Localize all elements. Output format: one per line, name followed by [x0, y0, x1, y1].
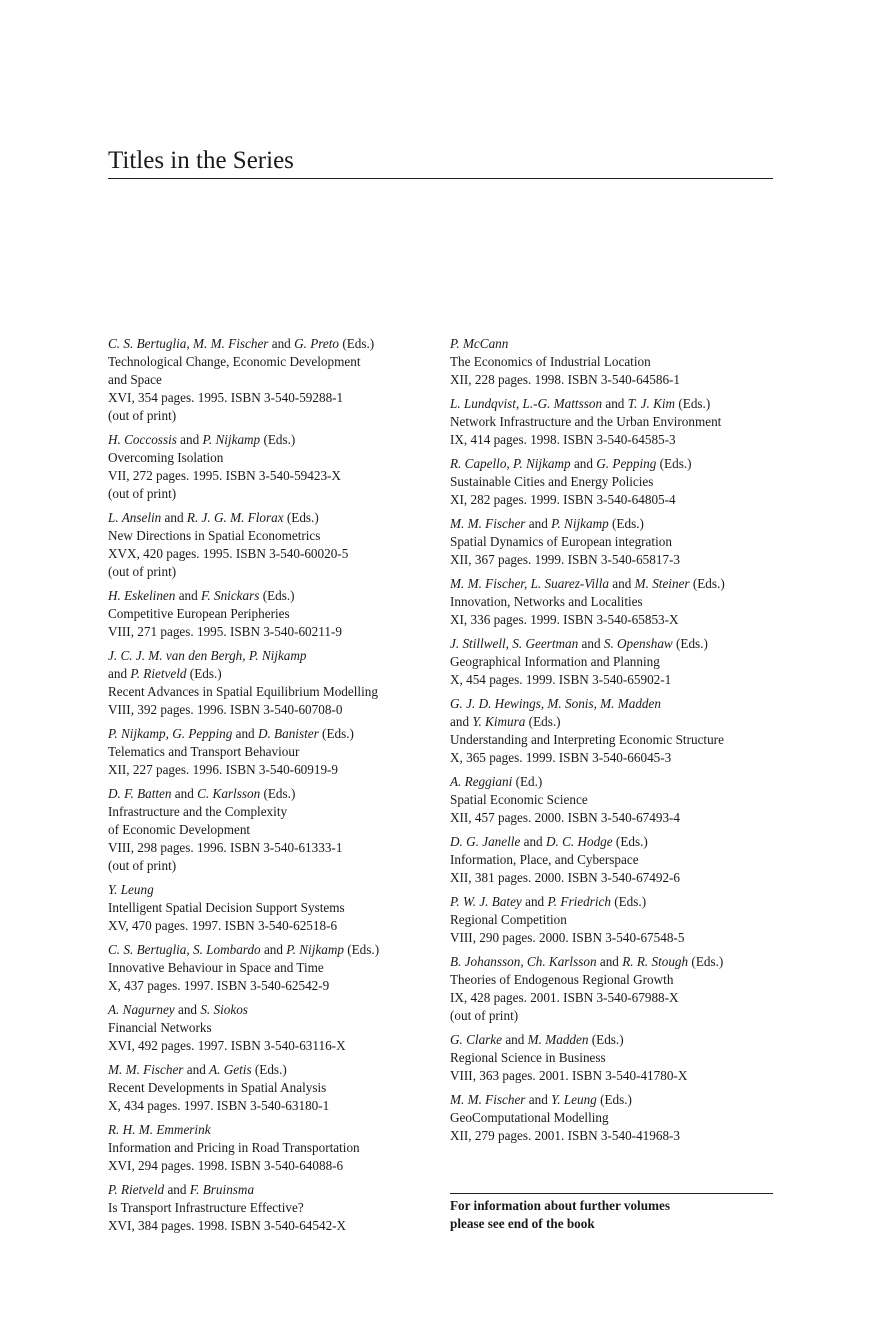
series-entry	[108, 725, 438, 779]
author-name: R. J. G. M. Florax	[186, 510, 284, 525]
further-volumes-note	[450, 1197, 670, 1233]
entry-detail: XVI, 294 pages. 1998. ISBN 3-540-64088-6	[108, 1158, 344, 1173]
author-connector: and	[602, 396, 628, 411]
author-connector: and	[232, 726, 258, 741]
author-name: J. Stillwell, S. Geertman	[450, 636, 579, 651]
author-name: S. Siokos	[200, 1002, 248, 1017]
author-name: G. Clarke	[450, 1032, 503, 1047]
author-connector: and	[502, 1032, 528, 1047]
author-connector: (Eds.)	[672, 636, 708, 651]
entry-authors	[450, 1031, 780, 1049]
author-name: F. Snickars	[201, 588, 260, 603]
author-connector: (Eds.)	[339, 336, 375, 351]
series-entry	[108, 431, 438, 503]
entry-title: Competitive European Peripheries	[108, 606, 290, 621]
author-name: L. Lundqvist, L.-G. Mattsson	[450, 396, 603, 411]
entry-title: New Directions in Spatial Econometrics	[108, 528, 321, 543]
author-name: P. Nijkamp, G. Pepping	[108, 726, 233, 741]
series-entry	[108, 1121, 438, 1175]
author-name: P. Nijkamp	[286, 942, 344, 957]
author-name: D. Banister	[257, 726, 319, 741]
author-name: P. Rietveld	[108, 1182, 165, 1197]
entry-authors	[108, 665, 438, 683]
entry-title: Intelligent Spatial Decision Support Systems	[108, 900, 345, 915]
author-connector: and	[268, 336, 295, 351]
entry-title: Network Infrastructure and the Urban Environment	[450, 414, 722, 429]
series-entry	[450, 395, 780, 449]
entry-detail: (out of print)	[108, 486, 177, 501]
entry-detail: XII, 279 pages. 2001. ISBN 3-540-41968-3	[450, 1128, 681, 1143]
author-name: P. W. J. Batey	[450, 894, 522, 909]
author-name: D. C. Hodge	[545, 834, 613, 849]
series-entry	[450, 833, 780, 887]
author-connector: and	[525, 516, 552, 531]
author-connector: (Eds.)	[318, 726, 354, 741]
author-connector: (Eds.)	[525, 714, 561, 729]
entry-detail: (out of print)	[108, 858, 177, 873]
author-name: H. Coccossis	[108, 432, 177, 447]
entry-authors	[108, 1061, 438, 1079]
entry-detail: (out of print)	[108, 408, 177, 423]
author-name: P. Friedrich	[547, 894, 611, 909]
author-connector: (Eds.)	[260, 786, 296, 801]
entry-detail: X, 434 pages. 1997. ISBN 3-540-63180-1	[108, 1098, 330, 1113]
series-entry	[450, 893, 780, 947]
entry-authors	[450, 335, 780, 353]
entry-title: Is Transport Infrastructure Effective?	[108, 1200, 304, 1215]
entry-title: Spatial Dynamics of European integration	[450, 534, 672, 549]
author-connector: and	[450, 714, 473, 729]
left-column	[108, 335, 438, 1241]
author-connector: (Ed.)	[512, 774, 543, 789]
series-entry	[108, 1001, 438, 1055]
entry-authors	[108, 1121, 438, 1139]
author-connector: and	[596, 954, 623, 969]
right-column	[450, 335, 780, 1151]
entry-detail: VIII, 392 pages. 1996. ISBN 3-540-60708-0	[108, 702, 343, 717]
entry-authors	[450, 1091, 780, 1109]
entry-detail: (out of print)	[450, 1008, 519, 1023]
author-connector: (Eds.)	[260, 432, 296, 447]
entry-title: Innovation, Networks and Localities	[450, 594, 643, 609]
entry-detail: XI, 282 pages. 1999. ISBN 3-540-64805-4	[450, 492, 676, 507]
author-connector: (Eds.)	[610, 894, 647, 909]
entry-detail: XII, 381 pages. 2000. ISBN 3-540-67492-6	[450, 870, 681, 885]
entry-title: Sustainable Cities and Energy Policies	[450, 474, 654, 489]
author-name: R. Capello, P. Nijkamp	[450, 456, 571, 471]
entry-authors	[450, 773, 780, 791]
author-name: C. S. Bertuglia, M. M. Fischer	[108, 336, 269, 351]
author-name: L. Anselin	[108, 510, 162, 525]
author-connector: and	[608, 576, 635, 591]
author-connector: and	[578, 636, 604, 651]
author-connector: and	[176, 432, 203, 447]
entry-title: Understanding and Interpreting Economic Structure	[450, 732, 724, 747]
author-connector: (Eds.)	[675, 396, 711, 411]
entry-title: Theories of Endogenous Regional Growth	[450, 972, 674, 987]
author-name: B. Johansson, Ch. Karlsson	[450, 954, 597, 969]
entry-detail: XVI, 384 pages. 1998. ISBN 3-540-64542-X	[108, 1218, 347, 1233]
entry-detail: XII, 227 pages. 1996. ISBN 3-540-60919-9	[108, 762, 339, 777]
author-name: C. S. Bertuglia, S. Lombardo	[108, 942, 261, 957]
author-name: F. Bruinsma	[189, 1182, 255, 1197]
entry-title: Spatial Economic Science	[450, 792, 588, 807]
entry-detail: VIII, 298 pages. 1996. ISBN 3-540-61333-1	[108, 840, 343, 855]
author-connector: and	[161, 510, 187, 525]
entry-authors	[108, 785, 438, 803]
author-name: M. M. Fischer	[450, 516, 526, 531]
entry-authors	[108, 335, 438, 353]
entry-authors	[450, 635, 780, 653]
author-name: R. H. M. Emmerink	[108, 1122, 211, 1137]
series-entry	[108, 587, 438, 641]
entry-detail: VIII, 271 pages. 1995. ISBN 3-540-60211-9	[108, 624, 342, 639]
author-connector: and	[570, 456, 597, 471]
entry-authors	[450, 395, 780, 413]
entry-detail: X, 437 pages. 1997. ISBN 3-540-62542-9	[108, 978, 330, 993]
entry-detail: of Economic Development	[108, 822, 251, 837]
series-entry	[108, 509, 438, 581]
series-entry	[450, 773, 780, 827]
series-entry	[108, 647, 438, 719]
author-connector: (Eds.)	[251, 1062, 287, 1077]
series-entry	[108, 1181, 438, 1235]
entry-detail: VII, 272 pages. 1995. ISBN 3-540-59423-X	[108, 468, 341, 483]
entry-title: Geographical Information and Planning	[450, 654, 660, 669]
author-connector: (Eds.)	[688, 954, 724, 969]
entry-title: GeoComputational Modelling	[450, 1110, 609, 1125]
author-name: M. M. Fischer, L. Suarez-Villa	[450, 576, 609, 591]
entry-authors	[450, 713, 780, 731]
entry-detail: XII, 367 pages. 1999. ISBN 3-540-65817-3	[450, 552, 681, 567]
entry-authors	[108, 509, 438, 527]
footer-note-line: please see end of the book	[450, 1216, 595, 1231]
author-connector: and	[183, 1062, 210, 1077]
author-name: C. Karlsson	[197, 786, 261, 801]
entry-title: Information and Pricing in Road Transportation	[108, 1140, 360, 1155]
author-name: D. F. Batten	[108, 786, 172, 801]
author-connector: and	[164, 1182, 190, 1197]
author-connector: (Eds.)	[608, 516, 644, 531]
author-name: P. Nijkamp	[202, 432, 261, 447]
series-entry	[108, 941, 438, 995]
author-name: Y. Leung	[108, 882, 154, 897]
entry-detail: IX, 428 pages. 2001. ISBN 3-540-67988-X	[450, 990, 679, 1005]
series-entry	[450, 1091, 780, 1145]
entry-authors	[108, 647, 438, 665]
entry-detail: XII, 228 pages. 1998. ISBN 3-540-64586-1	[450, 372, 681, 387]
author-connector: and	[521, 894, 548, 909]
author-name: P. Rietveld	[130, 666, 187, 681]
entry-detail: XI, 336 pages. 1999. ISBN 3-540-65853-X	[450, 612, 679, 627]
author-connector: (Eds.)	[656, 456, 692, 471]
series-entry	[450, 455, 780, 509]
author-name: G. J. D. Hewings, M. Sonis, M. Madden	[450, 696, 661, 711]
entry-title: Recent Developments in Spatial Analysis	[108, 1080, 327, 1095]
author-connector: and	[175, 588, 202, 603]
author-connector: (Eds.)	[588, 1032, 624, 1047]
entry-detail: X, 365 pages. 1999. ISBN 3-540-66045-3	[450, 750, 672, 765]
entry-title: Infrastructure and the Complexity	[108, 804, 288, 819]
author-name: P. Nijkamp	[551, 516, 609, 531]
series-entry	[450, 635, 780, 689]
author-connector: (Eds.)	[343, 942, 380, 957]
entry-authors	[108, 881, 438, 899]
entry-title: Innovative Behaviour in Space and Time	[108, 960, 324, 975]
author-name: M. Madden	[527, 1032, 589, 1047]
entry-title: Regional Science in Business	[450, 1050, 606, 1065]
author-name: A. Getis	[209, 1062, 252, 1077]
entry-detail: XVI, 354 pages. 1995. ISBN 3-540-59288-1	[108, 390, 344, 405]
entry-detail: XVI, 492 pages. 1997. ISBN 3-540-63116-X	[108, 1038, 346, 1053]
entry-authors	[108, 941, 438, 959]
page-title: Titles in the Series	[108, 147, 294, 174]
author-name: M. Steiner	[634, 576, 690, 591]
author-name: T. J. Kim	[627, 396, 676, 411]
author-name: M. M. Fischer	[108, 1062, 184, 1077]
author-connector: (Eds.)	[283, 510, 319, 525]
entry-detail: (out of print)	[108, 564, 177, 579]
entry-authors	[450, 515, 780, 533]
author-connector: and	[174, 1002, 201, 1017]
entry-authors	[450, 455, 780, 473]
entry-authors	[108, 1181, 438, 1199]
author-connector: (Eds.)	[612, 834, 648, 849]
entry-authors	[450, 695, 780, 713]
series-entry	[450, 695, 780, 767]
series-entry	[450, 335, 780, 389]
entry-title: Technological Change, Economic Development	[108, 354, 361, 369]
entry-title: The Economics of Industrial Location	[450, 354, 651, 369]
entry-title: Telematics and Transport Behaviour	[108, 744, 300, 759]
author-name: D. G. Janelle	[450, 834, 521, 849]
entry-detail: X, 454 pages. 1999. ISBN 3-540-65902-1	[450, 672, 672, 687]
entry-title: Regional Competition	[450, 912, 567, 927]
series-entry	[450, 575, 780, 629]
entry-authors	[108, 725, 438, 743]
series-entry	[108, 785, 438, 875]
author-connector: and	[108, 666, 131, 681]
entry-detail: IX, 414 pages. 1998. ISBN 3-540-64585-3	[450, 432, 676, 447]
series-entry	[450, 515, 780, 569]
author-name: R. R. Stough	[622, 954, 689, 969]
entry-authors	[108, 587, 438, 605]
entry-authors	[450, 833, 780, 851]
series-entry	[108, 335, 438, 425]
entry-title: Recent Advances in Spatial Equilibrium Modelling	[108, 684, 378, 699]
footer-rule	[450, 1193, 773, 1194]
author-connector: and	[171, 786, 198, 801]
author-name: S. Openshaw	[603, 636, 673, 651]
author-name: G. Preto	[294, 336, 340, 351]
title-rule	[108, 178, 773, 179]
entry-authors	[450, 893, 780, 911]
author-connector: (Eds.)	[259, 588, 295, 603]
author-name: G. Pepping	[596, 456, 657, 471]
author-name: Y. Leung	[551, 1092, 597, 1107]
author-connector: (Eds.)	[596, 1092, 632, 1107]
entry-authors	[108, 1001, 438, 1019]
entry-detail: VIII, 290 pages. 2000. ISBN 3-540-67548-5	[450, 930, 685, 945]
footer-note-line: For information about further volumes	[450, 1198, 671, 1213]
author-connector: (Eds.)	[186, 666, 222, 681]
author-name: Y. Kimura	[472, 714, 526, 729]
entry-title: Financial Networks	[108, 1020, 212, 1035]
entry-authors	[450, 953, 780, 971]
entry-detail: and Space	[108, 372, 162, 387]
series-entry	[108, 1061, 438, 1115]
author-name: A. Nagurney	[108, 1002, 175, 1017]
entry-title: Overcoming Isolation	[108, 450, 224, 465]
entry-authors	[450, 575, 780, 593]
entry-detail: VIII, 363 pages. 2001. ISBN 3-540-41780-X	[450, 1068, 688, 1083]
series-entry	[450, 1031, 780, 1085]
entry-authors	[108, 431, 438, 449]
author-name: H. Eskelinen	[108, 588, 176, 603]
entry-detail: XII, 457 pages. 2000. ISBN 3-540-67493-4	[450, 810, 681, 825]
author-name: M. M. Fischer	[450, 1092, 526, 1107]
entry-detail: XVX, 420 pages. 1995. ISBN 3-540-60020-5	[108, 546, 349, 561]
entry-title: Information, Place, and Cyberspace	[450, 852, 639, 867]
series-entry	[108, 881, 438, 935]
series-entry	[450, 953, 780, 1025]
entry-detail: XV, 470 pages. 1997. ISBN 3-540-62518-6	[108, 918, 338, 933]
author-name: J. C. J. M. van den Bergh, P. Nijkamp	[108, 648, 307, 663]
author-connector: and	[525, 1092, 552, 1107]
author-connector: and	[260, 942, 287, 957]
author-name: P. McCann	[450, 336, 509, 351]
author-connector: and	[520, 834, 546, 849]
author-name: A. Reggiani	[450, 774, 513, 789]
author-connector: (Eds.)	[689, 576, 725, 591]
